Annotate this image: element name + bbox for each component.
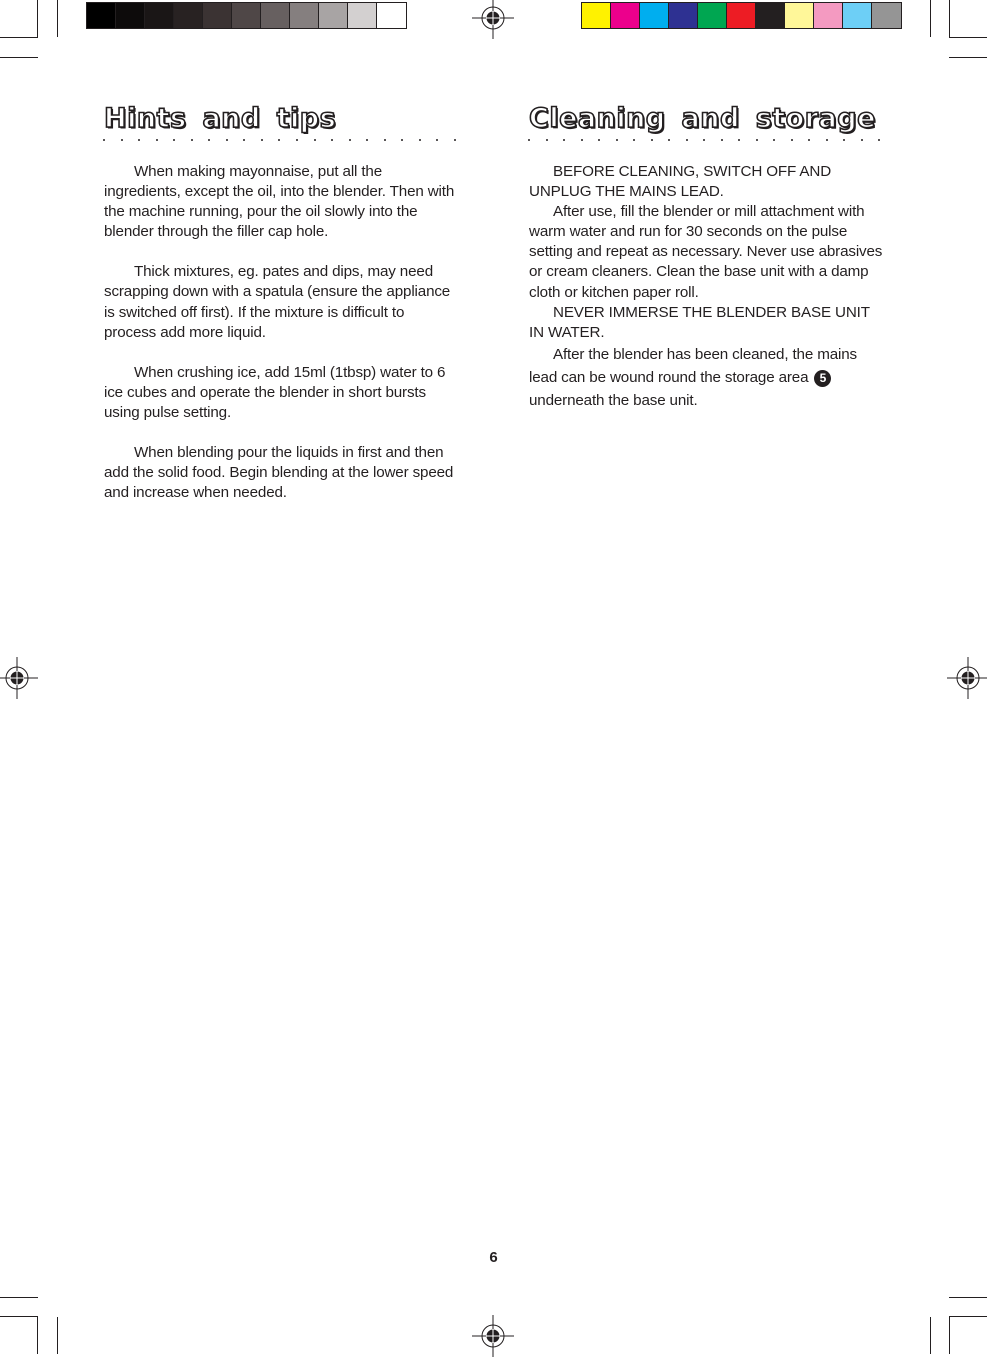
storage-paragraph: After the blender has been cleaned, the mains lead can be wound round the storage area 5 underneath the base unit. xyxy=(529,345,857,409)
dot xyxy=(401,139,403,141)
hints-heading: Hints and tips xyxy=(104,103,337,134)
dot xyxy=(581,139,583,141)
color-swatch xyxy=(814,3,843,28)
grey-swatch xyxy=(232,3,261,28)
dot xyxy=(616,139,618,141)
cleaning-heading: Cleaning and storage xyxy=(529,103,876,134)
heading-dotted-rule xyxy=(528,139,880,149)
hint-paragraph: When blending pour the liquids in first and then add the solid food. Begin blending at the lower speed and increase when needed. xyxy=(104,444,454,502)
dot xyxy=(226,139,228,141)
reference-number-badge: 5 xyxy=(814,370,831,387)
dot xyxy=(861,139,863,141)
dot xyxy=(633,139,635,141)
color-control-bar xyxy=(581,2,902,29)
hint-paragraph: Thick mixtures, eg. pates and dips, may need scrapping down with a spatula (ensure the appliance is switched off first). If the mixture is difficult to process add more liquid. xyxy=(104,263,451,341)
dot xyxy=(738,139,740,141)
color-swatch xyxy=(785,3,814,28)
color-swatch xyxy=(669,3,698,28)
dot xyxy=(651,139,653,141)
dot xyxy=(773,139,775,141)
registration-mark-icon xyxy=(472,1315,514,1357)
dot xyxy=(436,139,438,141)
color-swatch xyxy=(582,3,611,28)
cleaning-warning: BEFORE CLEANING, SWITCH OFF AND UNPLUG THE MAINS LEAD. xyxy=(529,163,832,201)
dot xyxy=(191,139,193,141)
color-swatch xyxy=(843,3,872,28)
grey-swatch xyxy=(348,3,377,28)
dot xyxy=(331,139,333,141)
cleaning-paragraph: After use, fill the blender or mill attachment with warm water and run for 30 seconds on the pulse setting and repeat as necessary. Never use abrasives or cream cleaners. Clean the base unit with a damp cloth or kitchen paper roll. xyxy=(529,203,883,301)
dot xyxy=(384,139,386,141)
grey-scale-bar xyxy=(86,2,407,29)
registration-mark-icon xyxy=(0,657,38,699)
cleaning-warning: NEVER IMMERSE THE BLENDER BASE UNIT IN WATER. xyxy=(529,303,870,341)
dot xyxy=(314,139,316,141)
dot xyxy=(261,139,263,141)
registration-mark-icon xyxy=(947,657,987,699)
dot xyxy=(296,139,298,141)
dot xyxy=(703,139,705,141)
grey-swatch xyxy=(145,3,174,28)
dot xyxy=(563,139,565,141)
dot xyxy=(878,139,880,141)
hint-paragraph: When crushing ice, add 15ml (1tbsp) water to 6 ice cubes and operate the blender in short bursts using pulse setting. xyxy=(104,363,446,421)
grey-swatch xyxy=(290,3,319,28)
dot xyxy=(546,139,548,141)
dot xyxy=(208,139,210,141)
grey-swatch xyxy=(261,3,290,28)
dot xyxy=(721,139,723,141)
heading-dotted-rule xyxy=(103,139,456,149)
color-swatch xyxy=(698,3,727,28)
hint-paragraph: When making mayonnaise, put all the ingredients, except the oil, into the blender. Then with the machine running, pour the oil slowly into the blender through the filler cap hole. xyxy=(104,163,455,241)
hints-column xyxy=(104,162,460,503)
dot xyxy=(366,139,368,141)
color-swatch xyxy=(611,3,640,28)
dot xyxy=(598,139,600,141)
grey-swatch xyxy=(174,3,203,28)
grey-swatch xyxy=(116,3,145,28)
color-swatch xyxy=(640,3,669,28)
dot xyxy=(826,139,828,141)
grey-swatch xyxy=(203,3,232,28)
dot xyxy=(173,139,175,141)
dot xyxy=(686,139,688,141)
cleaning-column xyxy=(529,162,885,412)
dot xyxy=(454,139,456,141)
dot xyxy=(349,139,351,141)
dot xyxy=(791,139,793,141)
dot xyxy=(121,139,123,141)
dot xyxy=(156,139,158,141)
dot xyxy=(419,139,421,141)
grey-swatch xyxy=(377,3,406,28)
color-swatch xyxy=(756,3,785,28)
page-number: 6 xyxy=(489,1249,498,1266)
dot xyxy=(528,139,530,141)
color-swatch xyxy=(727,3,756,28)
dot xyxy=(243,139,245,141)
dot xyxy=(756,139,758,141)
dot xyxy=(138,139,140,141)
dot xyxy=(808,139,810,141)
color-swatch xyxy=(872,3,901,28)
dot xyxy=(843,139,845,141)
grey-swatch xyxy=(87,3,116,28)
dot xyxy=(278,139,280,141)
grey-swatch xyxy=(319,3,348,28)
dot xyxy=(668,139,670,141)
registration-mark-icon xyxy=(472,0,514,39)
dot xyxy=(103,139,105,141)
